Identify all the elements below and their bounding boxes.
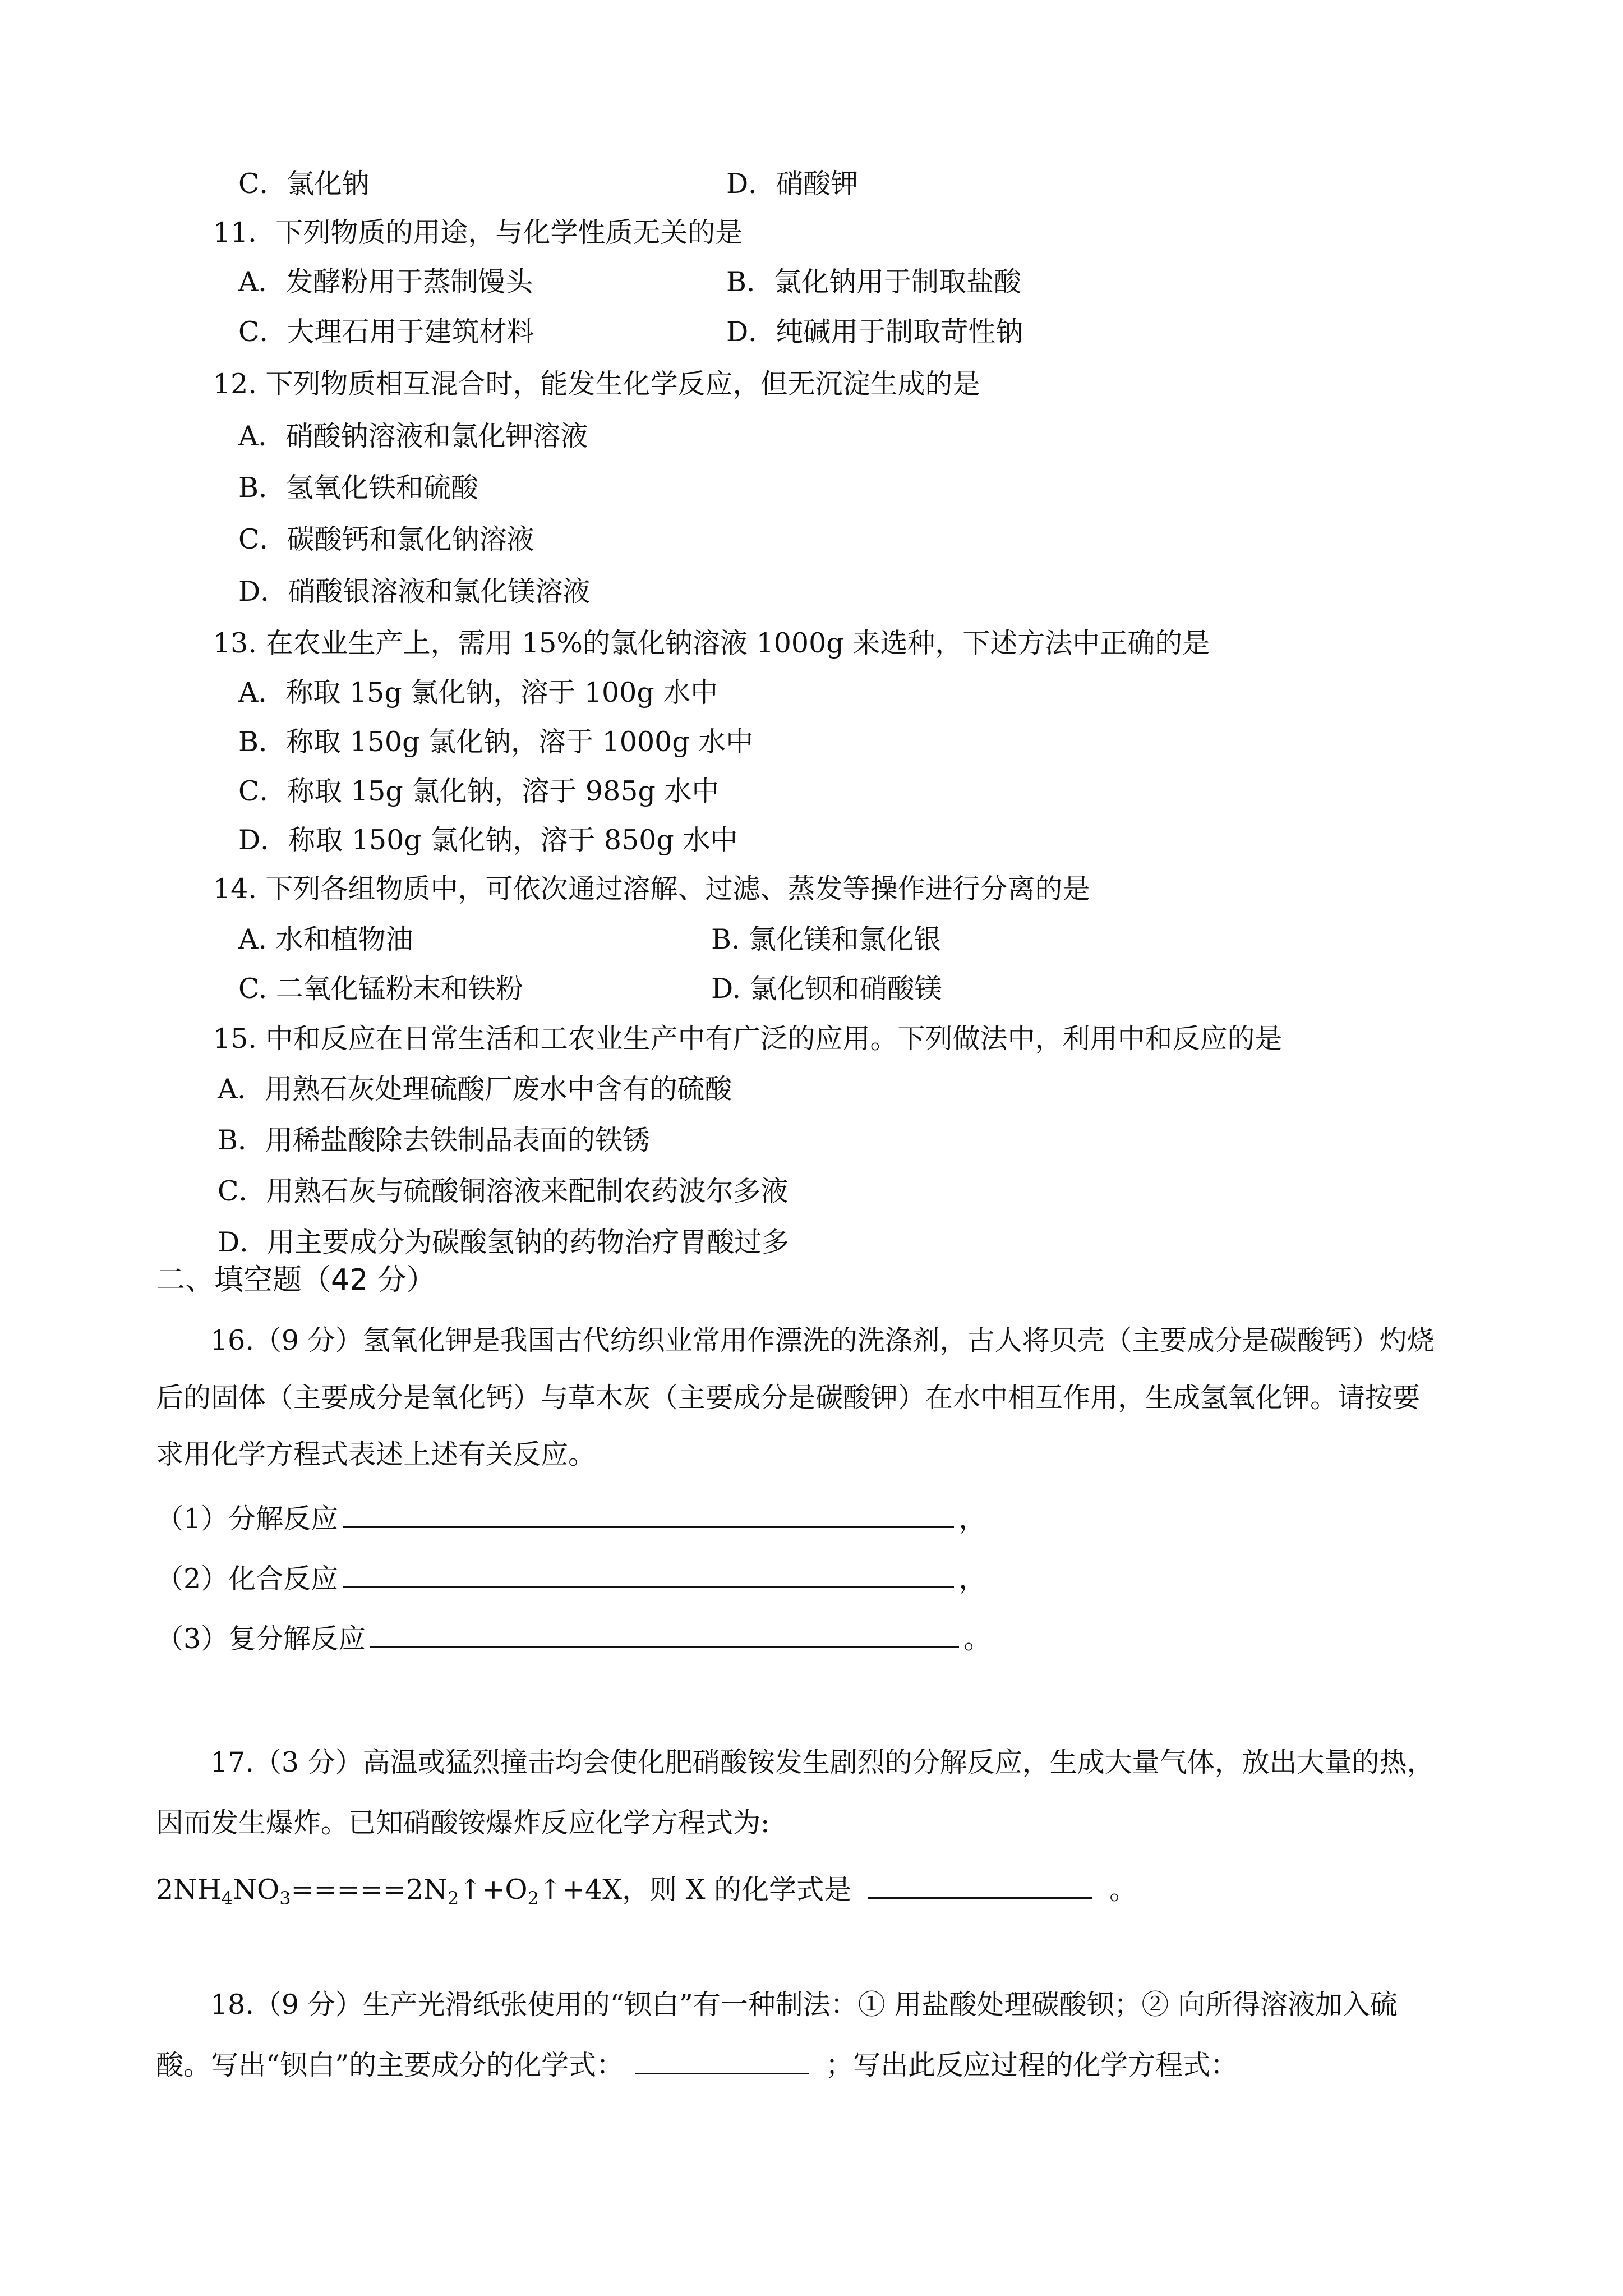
q16-sub-2-answer-blank[interactable] [343, 1562, 954, 1588]
q17-eq-sub-2b: 2 [527, 1888, 539, 1909]
q13-option-d: D．称取 150g 氯化钠，溶于 850g 水中 [238, 824, 738, 856]
q11-option-c: C．大理石用于建筑材料 [238, 316, 534, 348]
q16-sub-2 [156, 1562, 986, 1596]
q13-stem: 13. 在农业生产上，需用 15%的氯化钠溶液 1000g 来选种，下述方法中正确的是 [213, 627, 1210, 659]
q16-sub-1-end: ， [958, 1503, 986, 1535]
q15-option-c: C．用熟石灰与硫酸铜溶液来配制农药波尔多液 [218, 1175, 789, 1207]
q17-answer-blank[interactable] [868, 1872, 1092, 1899]
q14-stem: 14. 下列各组物质中，可依次通过溶解、过滤、蒸发等操作进行分离的是 [213, 873, 1090, 905]
q13-option-c: C．称取 15g 氯化钠，溶于 985g 水中 [238, 775, 720, 807]
q17-line-1: 17.（3 分）高温或猛烈撞击均会使化肥硝酸铵发生剧烈的分解反应，生成大量气体，放出大量的热， [210, 1746, 1435, 1778]
q18-line-1: 18.（9 分）生产光滑纸张使用的“钡白”有一种制法：① 用盐酸处理碳酸钡；② 向所得溶液加入硫 [210, 1989, 1398, 2021]
q16-sub-1-label: （1）分解反应 [156, 1503, 339, 1535]
q14-option-d: D. 氯化钡和硝酸镁 [711, 973, 942, 1005]
q16-sub-2-label: （2）化合反应 [156, 1563, 339, 1595]
q13-option-a: A．称取 15g 氯化钠，溶于 100g 水中 [238, 677, 718, 708]
q11-stem: 11．下列物质的用途，与化学性质无关的是 [213, 217, 743, 249]
q14-option-c: C. 二氧化锰粉末和铁粉 [238, 973, 523, 1005]
q17-eq-part-o2: ↑+O [459, 1874, 528, 1906]
q16-sub-1-answer-blank[interactable] [343, 1502, 954, 1528]
q15-option-a: A．用熟石灰处理硫酸厂废水中含有的硫酸 [218, 1073, 732, 1105]
q16-sub-3-label: （3）复分解反应 [156, 1623, 366, 1655]
q16-sub-3 [156, 1622, 991, 1656]
q10-option-c: C．氯化钠 [238, 168, 370, 200]
q11-option-a: A．发酵粉用于蒸制馒头 [238, 266, 533, 298]
q17-eq-part-x: ↑+4X，则 X 的化学式是 [538, 1874, 852, 1906]
q14-option-a: A. 水和植物油 [238, 923, 413, 955]
q17-line-2: 因而发生爆炸。已知硝酸铵爆炸反应化学方程式为: [156, 1807, 770, 1839]
q16-line-1: 16.（9 分）氢氧化钾是我国古代纺织业常用作漂洗的洗涤剂，古人将贝壳（主要成分是碳酸钙）灼烧 [210, 1324, 1435, 1356]
q17-eq-part-2nh: 2NH [156, 1874, 222, 1906]
q18-line-2-a: 酸。写出“钡白”的主要成分的化学式： [156, 2049, 624, 2081]
q15-option-d: D．用主要成分为碳酸氢钠的药物治疗胃酸过多 [218, 1226, 790, 1258]
q16-line-2: 后的固体（主要成分是氧化钙）与草木灰（主要成分是碳酸钾）在水中相互作用，生成氢氧化钾。请按要 [156, 1382, 1421, 1414]
q16-sub-2-end: ， [958, 1563, 986, 1595]
q13-option-b: B．称取 150g 氯化钠，溶于 1000g 水中 [238, 726, 754, 758]
q12-option-c: C．碳酸钙和氯化钠溶液 [238, 523, 534, 555]
q12-option-b: B．氢氧化铁和硫酸 [238, 472, 479, 504]
q11-option-b: B．氯化钠用于制取盐酸 [726, 266, 1022, 298]
q17-eq-end: 。 [1109, 1874, 1137, 1906]
q14-option-b: B. 氯化镁和氯化银 [711, 923, 942, 955]
q18-line-2-b: ；写出此反应过程的化学方程式： [826, 2049, 1238, 2081]
q17-eq-part-no: NO [233, 1874, 280, 1906]
q15-option-b: B．用稀盐酸除去铁制品表面的铁锈 [218, 1124, 651, 1156]
section-2-heading: 二、填空题（42 分） [156, 1263, 436, 1297]
q17-eq-sub-3: 3 [279, 1888, 291, 1909]
q18-formula-blank[interactable] [635, 2048, 809, 2074]
q11-option-d: D．纯碱用于制取苛性钠 [726, 316, 1023, 348]
q16-line-3: 求用化学方程式表述上述有关反应。 [156, 1438, 596, 1470]
q12-option-d: D．硝酸银溶液和氯化镁溶液 [238, 576, 591, 608]
q10-option-d: D．硝酸钾 [726, 168, 859, 200]
q17-eq-sub-2a: 2 [447, 1888, 459, 1909]
q16-sub-1 [156, 1502, 986, 1536]
q17-equation [156, 1872, 1137, 1907]
q17-eq-sub-4: 4 [221, 1888, 233, 1909]
q15-stem: 15. 中和反应在日常生活和工农业生产中有广泛的应用。下列做法中，利用中和反应的是 [213, 1023, 1283, 1055]
q18-line-2 [156, 2048, 1238, 2082]
q12-stem: 12. 下列物质相互混合时，能发生化学反应，但无沉淀生成的是 [213, 368, 980, 400]
q17-eq-part-n2: =====2N [291, 1874, 448, 1906]
q12-option-a: A．硝酸钠溶液和氯化钾溶液 [238, 420, 588, 452]
q16-sub-3-end: 。 [963, 1623, 992, 1655]
q16-sub-3-answer-blank[interactable] [370, 1622, 959, 1648]
